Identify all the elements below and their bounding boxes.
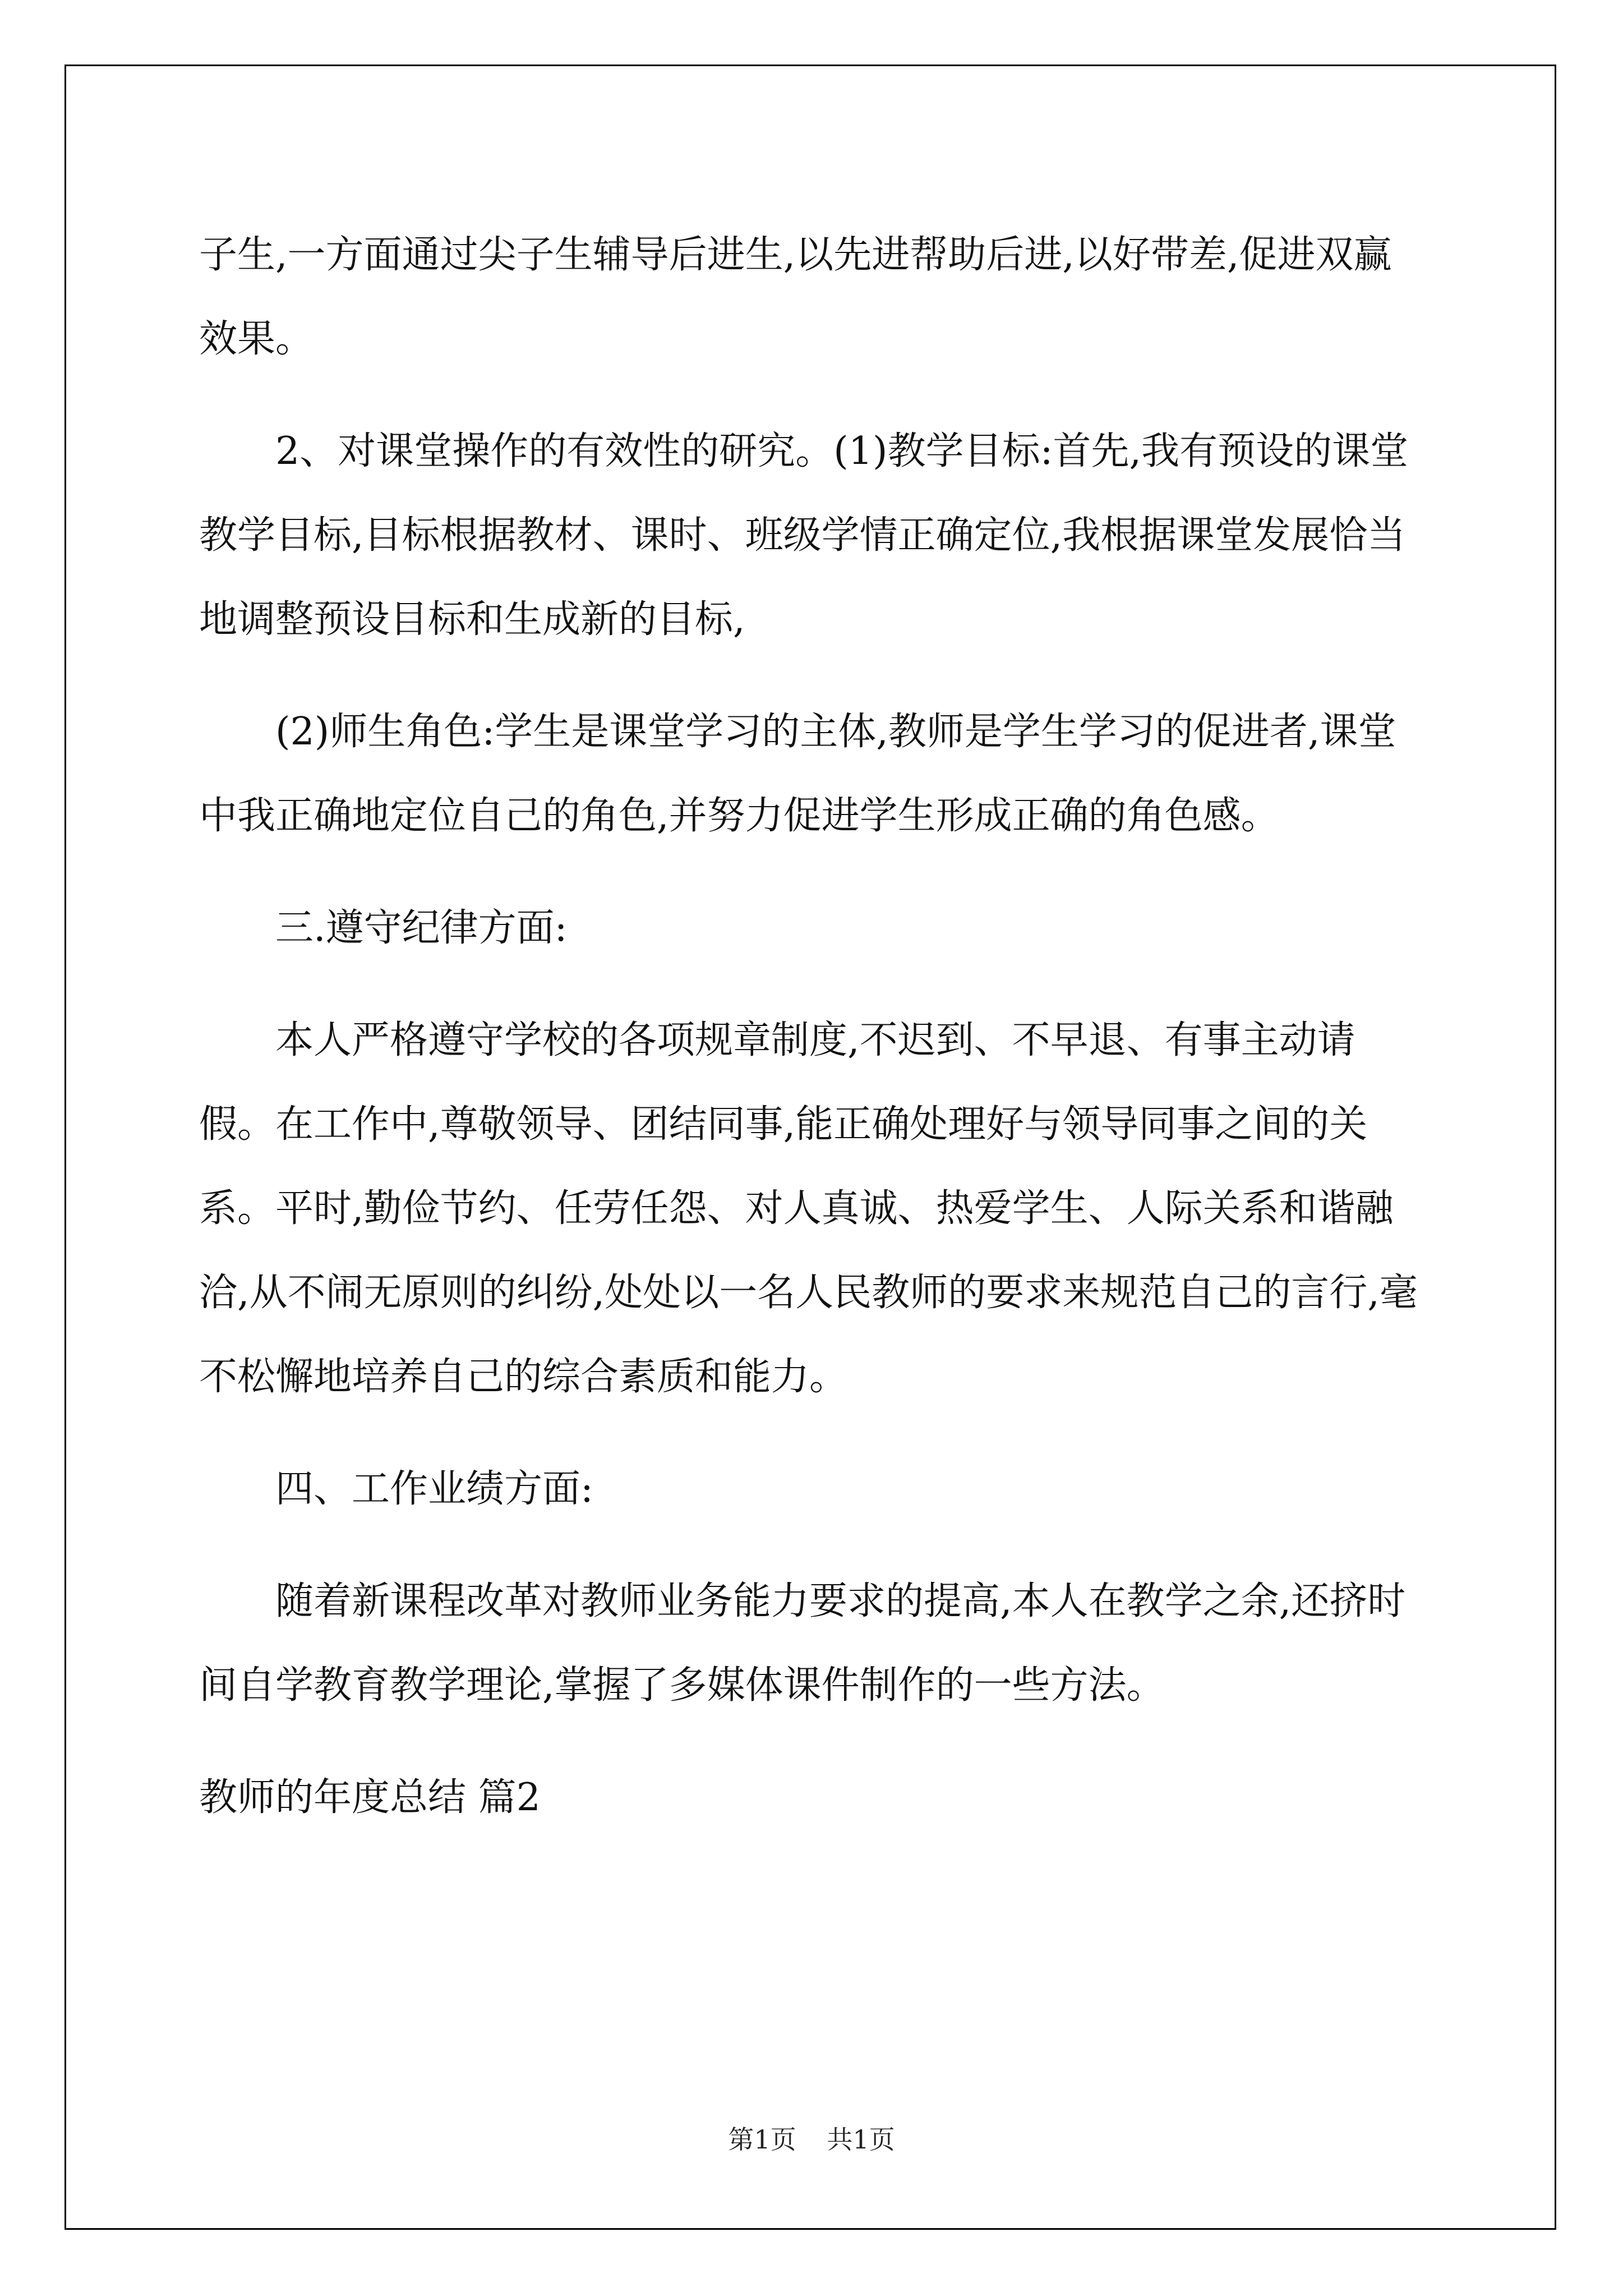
page-footer — [0, 2119, 1623, 2156]
paragraph: 随着新课程改革对教师业务能力要求的提高,本人在教学之余,还挤时间自学教育教学理论,掌握了多媒体课件制作的一些方法。 — [199, 1579, 1406, 1708]
paragraph: 子生,一方面通过尖子生辅导后进生,以先进帮助后进,以好带差,促进双赢效果。 — [199, 233, 1392, 361]
section-heading-discipline: 三.遵守纪律方面: — [275, 906, 568, 950]
document-body — [199, 213, 1427, 1840]
paragraph: 2、对课堂操作的有效性的研究。(1)教学目标:首先,我有预设的课堂教学目标,目标根据教材、课时、班级学情正确定位,我根据课堂发展恰当地调整预设目标和生成新的目标, — [199, 429, 1409, 642]
page-total: 共1页 — [827, 2124, 895, 2155]
paragraph: 本人严格遵守学校的各项规章制度,不迟到、不早退、有事主动请假。在工作中,尊敬领导、团结同事,能正确处理好与领导同事之间的关系。平时,勤俭节约、任劳任怨、对人真诚、热爱学生、人际关系和谐融洽,从不闹无原则的纠纷,处处以一名人民教师的要求来规范自己的言行,毫不松懈地培养自己的综合素质和能力。 — [199, 1018, 1418, 1399]
article-heading: 教师的年度总结 篇2 — [199, 1775, 541, 1820]
paragraph: (2)师生角色:学生是课堂学习的主体,教师是学生学习的促进者,课堂中我正确地定位自己的角色,并努力促进学生形成正确的角色感。 — [199, 710, 1396, 838]
page-number: 第1页 — [728, 2124, 796, 2155]
section-heading-performance: 四、工作业绩方面: — [275, 1467, 593, 1511]
